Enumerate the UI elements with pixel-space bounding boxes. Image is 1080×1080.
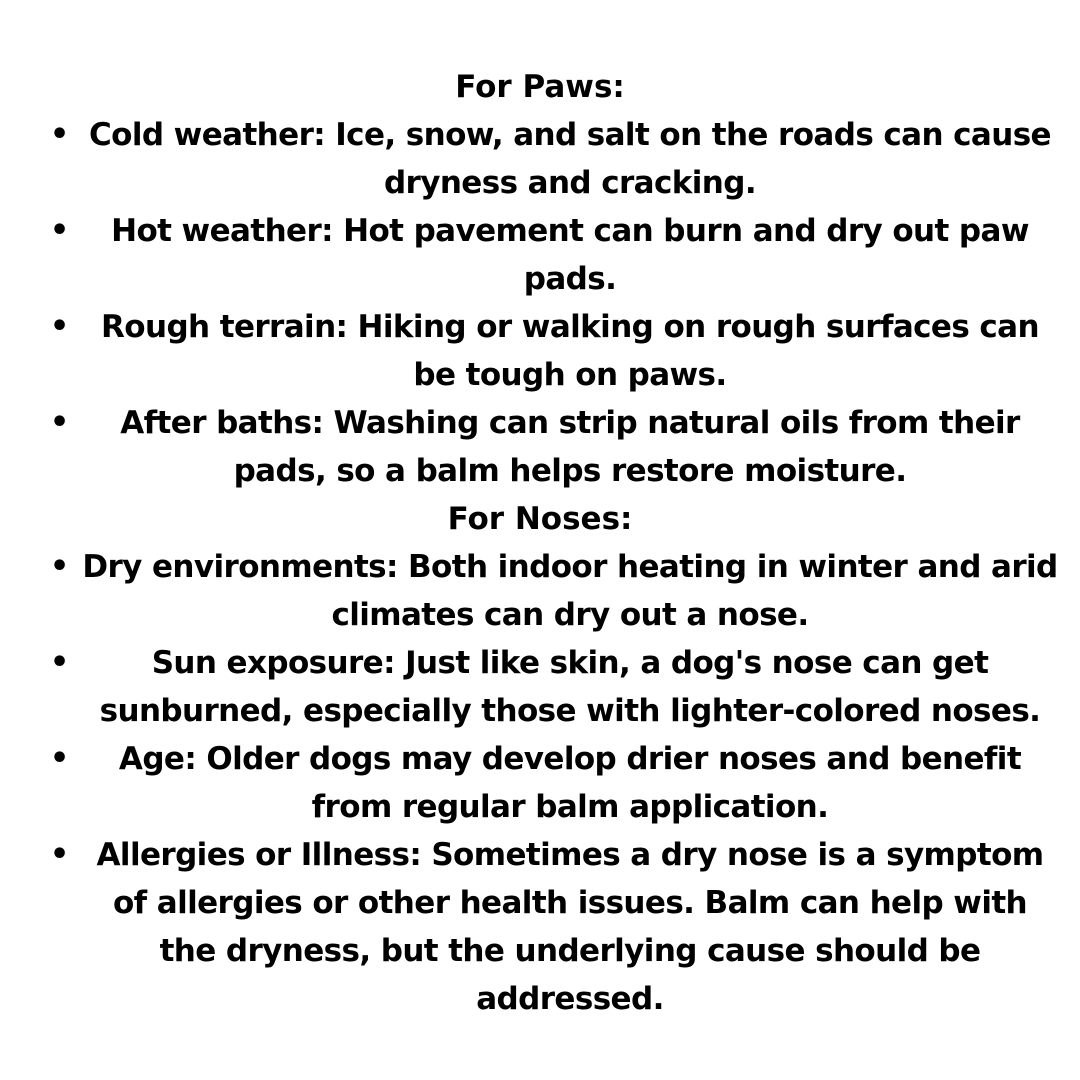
list-item-text: Age: Older dogs may develop drier noses and benefit from regular balm application. xyxy=(118,741,1022,825)
bullet-icon: • xyxy=(50,213,70,248)
bullet-icon: • xyxy=(50,645,70,680)
bullet-icon: • xyxy=(50,549,70,584)
list-item-text: Cold weather: Ice, snow, and salt on the roads can cause dryness and cracking. xyxy=(89,117,1051,201)
list-item-text: After baths: Washing can strip natural oils from their pads, so a balm helps restore moisture. xyxy=(120,405,1020,489)
list-item xyxy=(0,543,1080,639)
list-item-text: Rough terrain: Hiking or walking on rough surfaces can be tough on paws. xyxy=(101,309,1039,393)
infographic-page xyxy=(0,63,1080,1023)
bullet-icon: • xyxy=(50,405,70,440)
paws-heading: For Paws: xyxy=(455,69,625,105)
list-item xyxy=(0,399,1080,495)
list-item xyxy=(0,111,1080,207)
list-item xyxy=(0,303,1080,399)
list-item xyxy=(0,639,1080,735)
list-item-text: Dry environments: Both indoor heating in winter and arid climates can dry out a nose. xyxy=(82,549,1058,633)
bullet-icon: • xyxy=(50,309,70,344)
list-item-text: Allergies or Illness: Sometimes a dry nose is a symptom of allergies or other health issues. Balm can help with the dryness, but the underlying cause should be addressed. xyxy=(96,837,1044,1017)
noses-list xyxy=(0,543,1080,1023)
paws-section xyxy=(0,63,1080,495)
bullet-icon: • xyxy=(50,741,70,776)
list-item-text: Sun exposure: Just like skin, a dog's nose can get sunburned, especially those with lighter-colored noses. xyxy=(99,645,1041,729)
noses-section xyxy=(0,495,1080,1023)
list-item-text: Hot weather: Hot pavement can burn and dry out paw pads. xyxy=(111,213,1029,297)
list-item xyxy=(0,735,1080,831)
bullet-icon: • xyxy=(50,117,70,152)
noses-heading: For Noses: xyxy=(447,501,633,537)
paws-list xyxy=(0,111,1080,495)
list-item xyxy=(0,831,1080,1023)
list-item xyxy=(0,207,1080,303)
bullet-icon: • xyxy=(50,837,70,872)
